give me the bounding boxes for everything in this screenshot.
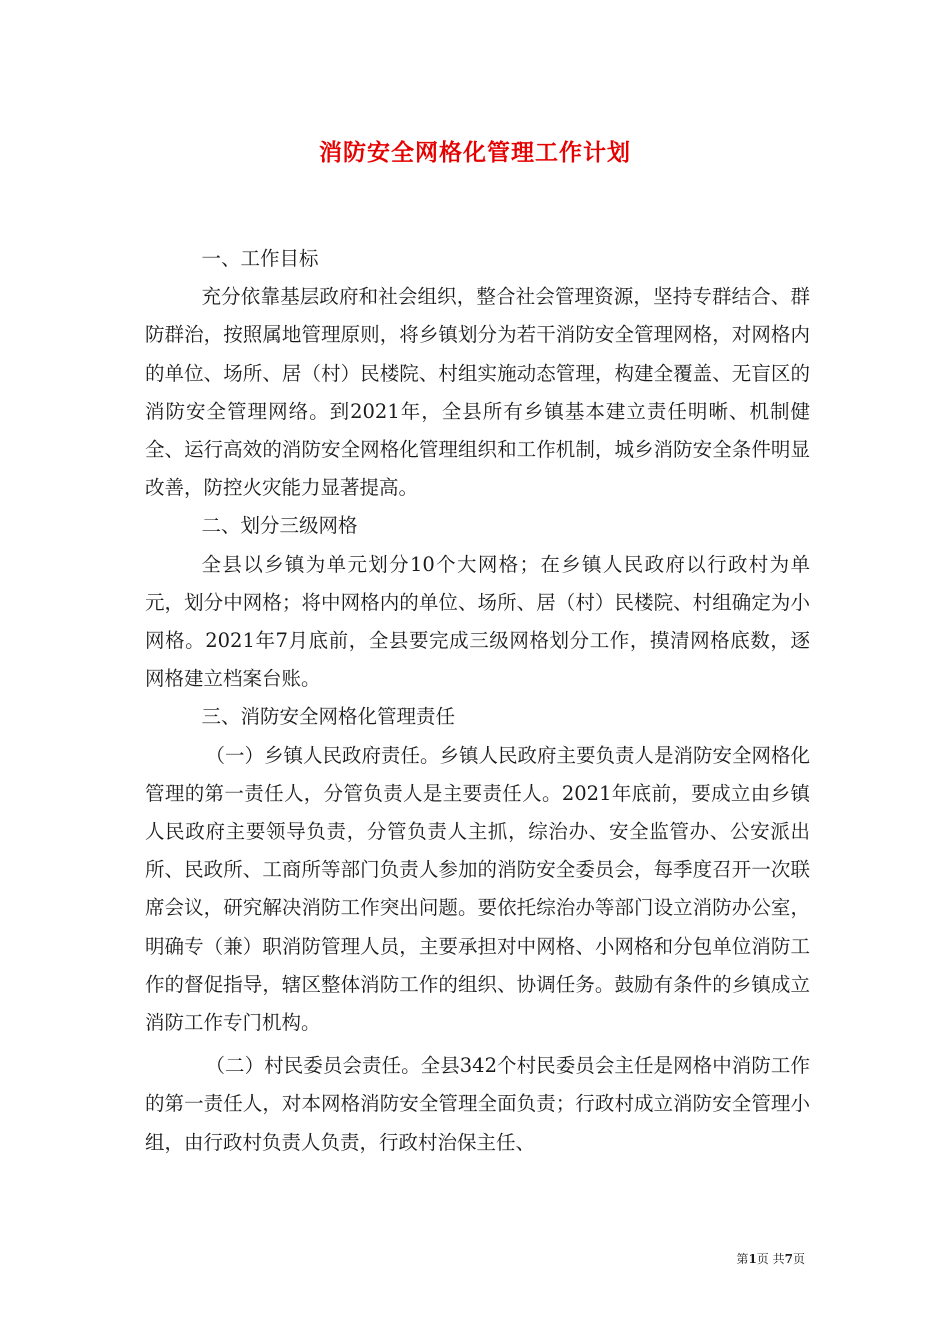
document-body — [145, 240, 810, 1162]
paragraph-grid: 全县以乡镇为单元划分10个大网格；在乡镇人民政府以行政村为单元，划分中网格；将中网格内的单位、场所、居（村）民楼院、村组确定为小网格。2021年7月底前，全县要完成三级网格划分工作，摸清网格底数，逐网格建立档案台账。 — [145, 552, 810, 691]
section-heading-3: 三、消防安全网格化管理责任 — [201, 705, 456, 729]
paragraph-village-responsibility: （二）村民委员会责任。全县342个村民委员会主任是网格中消防工作的第一责任人，对本网格消防安全管理全面负责；行政村成立消防安全管理小组，由行政村负责人负责，行政村治保主任、 — [145, 1054, 810, 1154]
section-heading-1: 一、工作目标 — [201, 247, 319, 270]
footer-suffix: 页 — [792, 1252, 805, 1266]
footer-current-page: 1 — [748, 1252, 757, 1266]
page-number-footer — [736, 1250, 805, 1267]
paragraph-township-responsibility: （一）乡镇人民政府责任。乡镇人民政府主要负责人是消防安全网格化管理的第一责任人，分管负责人是主要责任人。2021年底前，要成立由乡镇人民政府主要领导负责，分管负责人主抓，综治办、安全监管办、公安派出所、民政所、工商所等部门负责人参加的消防安全委员会，每季度召开一次联席会议，研究解决消防工作突出问题。要依托综治办等部门设立消防办公室，明确专（兼）职消防管理人员，主要承担对中网格、小网格和分包单位消防工作的督促指导，辖区整体消防工作的组织、协调任务。鼓励有条件的乡镇成立消防工作专门机构。 — [145, 743, 810, 1035]
footer-middle: 页 共 — [756, 1252, 785, 1266]
footer-prefix: 第 — [736, 1252, 749, 1266]
document-title: 消防安全网格化管理工作计划 — [319, 139, 631, 166]
section-heading-2: 二、划分三级网格 — [201, 514, 358, 538]
footer-total-pages: 7 — [784, 1252, 793, 1266]
paragraph-goal: 充分依靠基层政府和社会组织，整合社会管理资源，坚持专群结合、群防群治，按照属地管理原则，将乡镇划分为若干消防安全管理网格，对网格内的单位、场所、居（村）民楼院、村组实施动态管理，构建全覆盖、无盲区的消防安全管理网络。到2021年，全县所有乡镇基本建立责任明晰、机制健全、运行高效的消防安全网格化管理组织和工作机制，城乡消防安全条件明显改善，防控火灾能力显著提高。 — [145, 285, 810, 500]
